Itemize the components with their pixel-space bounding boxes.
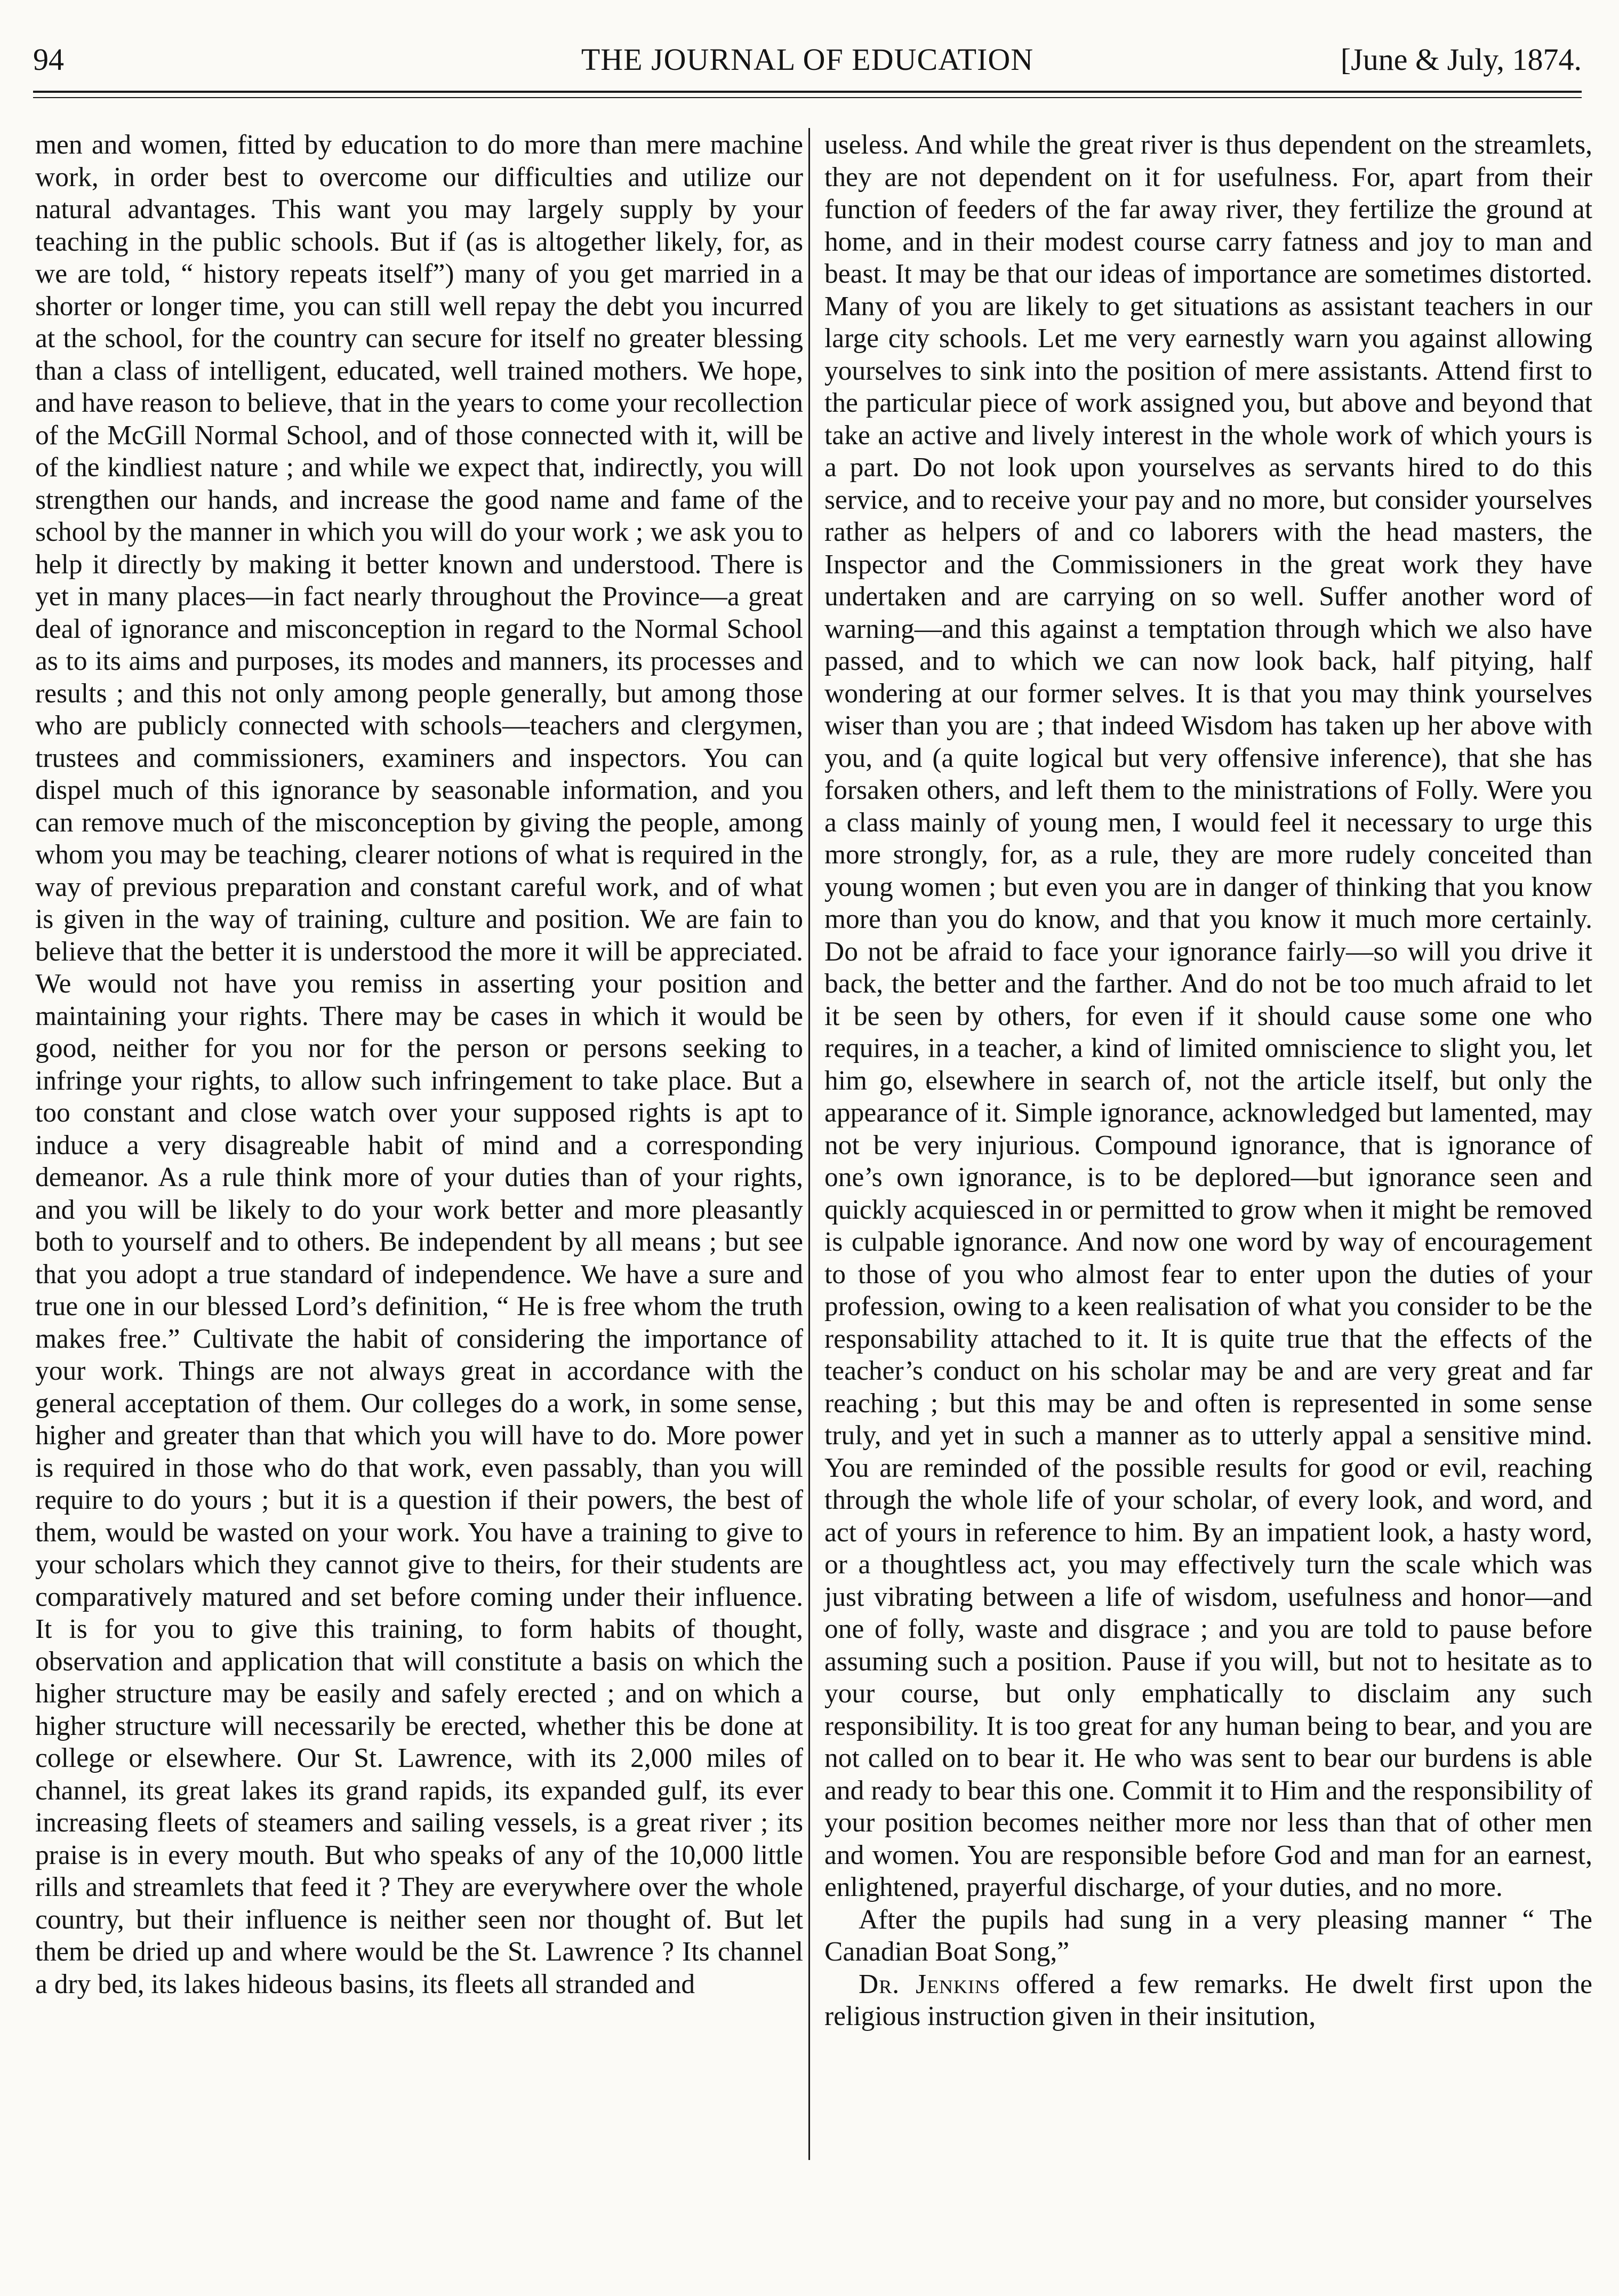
right-column — [824, 129, 1592, 2033]
speaker-name: Dr. Jenkins — [859, 1969, 1001, 1999]
header-rule-top — [33, 91, 1582, 93]
page-header — [33, 38, 1582, 81]
journal-title: THE JOURNAL OF EDUCATION — [581, 42, 1034, 77]
left-column — [35, 129, 803, 2001]
left-column-paragraph: men and women, fitted by education to do more than mere machine work, in order best to overcome our difficulties and utilize our natural advantages. This want you may largely supply by your teaching in the public schools. But if (as is altogether likely, for, as we are told, “ history repeats itself”) many of you get married in a shorter or longer time, you can still well repay the debt you incurred at the school, for the country can secure for itself no greater blessing than a class of intelligent, educated, well trained mothers. We hope, and have reason to believe, that in the years to come your recollection of the McGill Normal School, and of those connected with it, will be of the kindliest nature ; and while we expect that, indirectly, you will strengthen our hands, and increase the good name and fame of the school by the manner in which you will do your work ; we ask you to help it directly by making it better known and understood. There is yet in many places—in fact nearly throughout the Province—a great deal of ignorance and misconception in regard to the Normal School as to its aims and purposes, its modes and manners, its processes and results ; and this not only among people generally, but among those who are publicly connected with schools—teachers and clergymen, trustees and commissioners, examiners and inspectors. You can dispel much of this ignorance by seasonable information, and you can remove much of the misconception by giving the people, among whom you may be teaching, clearer notions of what is required in the way of previous preparation and constant careful work, and of what is given in the way of training, culture and position. We are fain to believe that the better it is understood the more it will be appreciated. We would not have you remiss in asserting your position and maintaining your rights. There may be cases in which it would be good, neither for you nor for the person or persons seeking to infringe your rights, to allow such infringement to take place. But a too constant and close watch over your supposed rights is apt to induce a very disagreable habit of mind and a corresponding demeanor. As a rule think more of your duties than of your rights, and you will be likely to do your work better and more pleasantly both to yourself and to others. Be independent by all means ; but see that you adopt a true standard of independence. We have a sure and true one in our blessed Lord’s definition, “ He is free whom the truth makes free.” Cultivate the habit of considering the importance of your work. Things are not always great in accordance with the general acceptation of them. Our colleges do a work, in some sense, higher and greater than that which you will have to do. More power is required in those who do that work, even passably, than you will require to do yours ; but it is a question if their powers, the best of them, would be wasted on your work. You have a training to give to your scholars which they cannot give to theirs, for their students are comparatively matured and set before coming under their influence. It is for you to give this training, to form habits of thought, observation and application that will constitute a basis on which the higher structure may be easily and safely erected ; and on which a higher structure will necessarily be erected, whether this be done at college or elsewhere. Our St. Lawrence, with its 2,000 miles of channel, its great lakes its grand rapids, its expanded gulf, its ever increasing fleets of steamers and sailing vessels, is a great river ; its praise is in every mouth. But who speaks of any of the 10,000 little rills and streamlets that feed it ? They are everywhere over the whole country, but their influence is neither seen nor thought of. But let them be dried up and where would be the St. Lawrence ? Its channel a dry bed, its lakes hideous basins, its fleets all stranded and — [35, 130, 804, 1999]
jenkins-paragraph — [824, 1969, 1592, 2033]
jenkins-text: offered a few remarks. He dwelt first upon the religious instruction given in their insitution, — [824, 1969, 1592, 2031]
header-rule-bottom — [33, 97, 1582, 98]
boat-song-paragraph: After the pupils had sung in a very pleasing manner “ The Canadian Boat Song,” — [824, 1904, 1592, 1967]
page-number: 94 — [33, 42, 64, 77]
issue-date: [June & July, 1874. — [1340, 42, 1582, 77]
column-divider — [808, 128, 810, 2160]
right-column-paragraph: useless. And while the great river is thus dependent on the streamlets, they are not dependent on it for usefulness. For, apart from their function of feeders of the far away river, they fertilize the ground at home, and in their modest course carry fatness and joy to man and beast. It may be that our ideas of importance are sometimes distorted. Many of you are likely to get situations as assistant teachers in our large city schools. Let me very earnestly warn you against allowing yourselves to sink into the position of mere assistants. Attend first to the particular piece of work assigned you, but above and beyond that take an active and lively interest in the whole work of which yours is a part. Do not look upon yourselves as servants hired to do this service, and to receive your pay and no more, but consider yourselves rather as helpers of and co laborers with the head masters, the Inspector and the Commissioners in the great work they have undertaken and are carrying on so well. Suffer another word of warning—and this against a temptation through which we also have passed, and to which we can now look back, half pitying, half wondering at our former selves. It is that you may think yourselves wiser than you are ; that indeed Wisdom has taken up her above with you, and (a quite logical but very offensive inference), that she has forsaken others, and left them to the ministrations of Folly. Were you a class mainly of young men, I would feel it necessary to urge this more strongly, for, as a rule, they are more rudely conceited than young women ; but even you are in danger of thinking that you know more than you do know, and that you know it much more certainly. Do not be afraid to face your ignorance fairly—so will you drive it back, the better and the farther. And do not be too much afraid to let it be seen by others, for even if it should cause some one who requires, in a teacher, a kind of limited omniscience to slight you, let him go, elsewhere in search of, not the article itself, but only the appearance of it. Simple ignorance, acknowledged but lamented, may not be very injurious. Compound ignorance, that is ignorance of one’s own ignorance, is to be deplored—but ignorance seen and quickly acquiesced in or permitted to grow when it might be removed is culpable ignorance. And now one word by way of encouragement to those of you who almost fear to enter upon the duties of your profession, owing to a keen realisation of what you consider to be the responsability attached to it. It is quite true that the effects of the teacher’s conduct on his scholar may be and are very great and far reaching ; but this may be and often is represented in some sense truly, and yet in such a manner as to utterly appal a sensitive mind. You are reminded of the possible results for good or evil, reaching through the whole life of your scholar, of every look, and word, and act of yours in reference to him. By an impatient look, a hasty word, or a thoughtless act, you may effectively turn the scale which was just vibrating between a life of wisdom, usefulness and honor—and one of folly, waste and disgrace ; and you are told to pause before assuming such a position. Pause if you will, but not to hesitate as to your course, but only emphatically to disclaim any such responsibility. It is too great for any human being to bear, and you are not called on to bear it. He who was sent to bear our burdens is able and ready to bear this one. Commit it to Him and the responsibility of your position becomes neither more nor less than that of other men and women. You are responsible before God and man for an earnest, enlightened, prayerful discharge, of your duties, and no more. — [824, 130, 1592, 1902]
